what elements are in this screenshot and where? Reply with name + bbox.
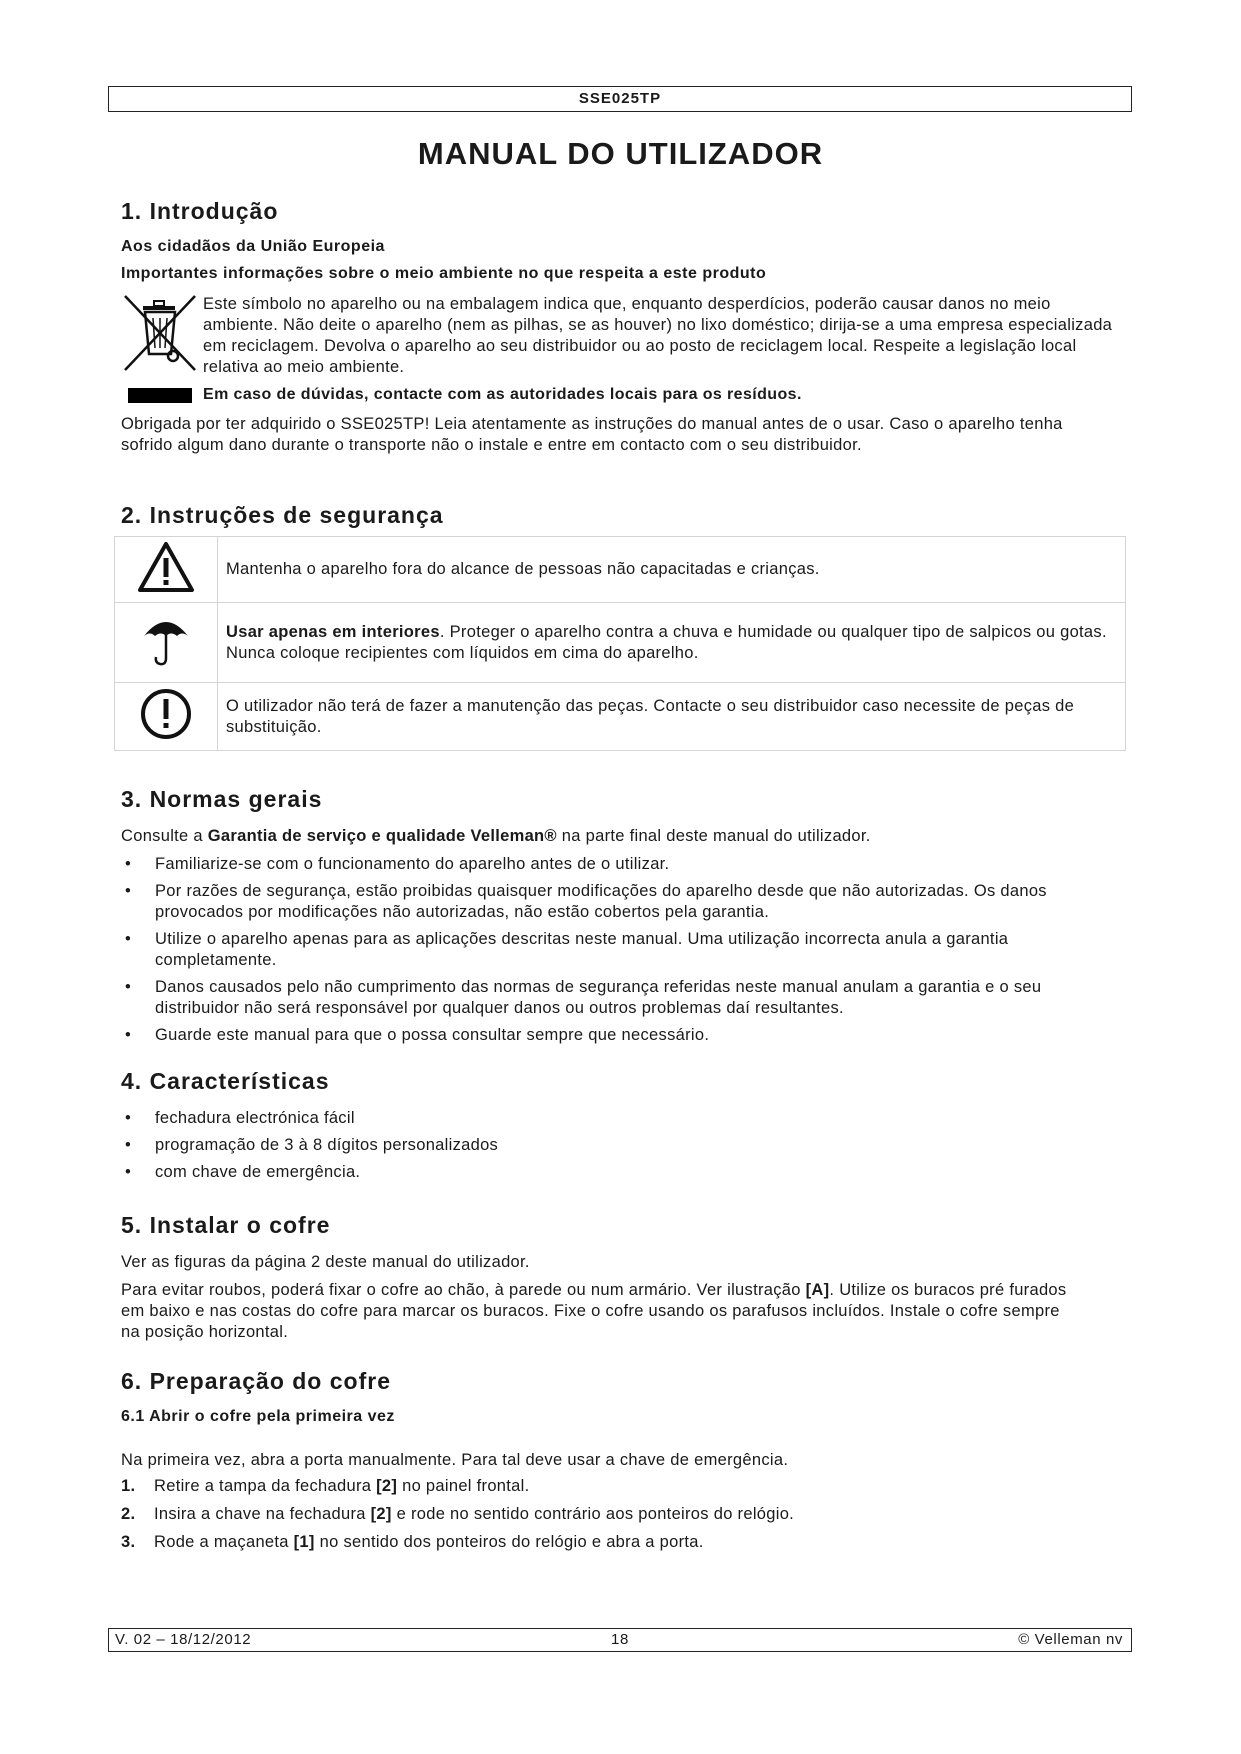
thanks-paragraph: Obrigada por ter adquirido o SSE025TP! Leia atentamente as instruções do manual antes de o usar. Caso o aparelho tenha sofrido algum dano durante o transporte não o instale e entre em contacto com o seu distribuidor. — [121, 415, 1063, 454]
safety-text-cell — [218, 603, 1126, 683]
section-5-heading: 5. Instalar o cofre — [121, 1212, 331, 1238]
section-3-heading: 3. Normas gerais — [121, 786, 323, 812]
step-text: Insira a chave na fechadura — [154, 1505, 371, 1523]
features-list — [121, 1108, 1121, 1189]
page-header — [108, 86, 1132, 112]
first-open-intro: Na primeira vez, abra a porta manualmente. Para tal deve usar a chave de emergência. — [121, 1451, 789, 1469]
safety-text: . Proteger o aparelho contra a chuva e humidade ou qualquer tipo de salpicos ou gotas. Nunca coloque recipientes com líquidos em cima do aparelho. — [226, 622, 1107, 662]
step-text: e rode no sentido contrário aos ponteiros do relógio. — [391, 1505, 795, 1523]
warning-triangle-icon — [137, 541, 195, 593]
step-text: Rode a maçaneta — [154, 1533, 294, 1551]
crossed-bin-icon — [121, 292, 199, 374]
section-1-heading: 1. Introdução — [121, 198, 279, 224]
illustration-ref: [A] — [805, 1281, 830, 1299]
safety-table — [114, 536, 1126, 751]
step-ref: [2] — [376, 1477, 398, 1495]
safety-text: O utilizador não terá de fazer a manutenção das peças. Contacte o seu distribuidor caso necessite de peças de substituição. — [226, 696, 1075, 736]
step-text: no painel frontal. — [397, 1477, 530, 1495]
list-item: • programação de 3 à 8 dígitos personalizados — [121, 1135, 1121, 1156]
safety-text-cell — [218, 683, 1126, 751]
section-2-heading: 2. Instruções de segurança — [121, 502, 444, 528]
numbered-step — [121, 1477, 530, 1496]
safety-icon-cell — [115, 683, 218, 751]
safety-icon-cell — [115, 603, 218, 683]
warranty-post: na parte final deste manual do utilizador. — [556, 827, 871, 845]
version-date: V. 02 – 18/12/2012 — [115, 1631, 252, 1648]
installation-pre: Para evitar roubos, poderá fixar o cofre ao chão, à parede ou num armário. Ver ilustração — [121, 1281, 806, 1299]
numbered-step — [121, 1533, 704, 1552]
list-item: • Utilize o aparelho apenas para as aplicações descritas neste manual. Uma utilização incorrecta anula a garantia completamente. — [121, 929, 1121, 971]
safety-icon-cell — [115, 537, 218, 603]
step-ref: [2] — [370, 1505, 392, 1523]
step-text: Retire a tampa da fechadura — [154, 1477, 377, 1495]
subsection-6-1-heading: 6.1 Abrir o cofre pela primeira vez — [121, 1408, 395, 1425]
warranty-reference — [121, 826, 1081, 847]
list-item: • fechadura electrónica fácil — [121, 1108, 1121, 1129]
environment-heading: Importantes informações sobre o meio ambiente no que respeita a este produto — [121, 265, 767, 282]
step-number: 2. — [121, 1505, 136, 1523]
safety-row — [115, 683, 1126, 751]
step-number: 1. — [121, 1477, 136, 1495]
section-4-heading: 4. Características — [121, 1068, 330, 1094]
exclamation-circle-icon — [139, 687, 193, 741]
page-number: 18 — [611, 1631, 629, 1648]
eu-heading: Aos cidadãos da União Europeia — [121, 238, 385, 255]
weee-description: Este símbolo no aparelho ou na embalagem indica que, enquanto desperdícios, poderão causar danos no meio ambiente. Não deite o aparelho (nem as pilhas, se as houver) no lixo doméstico; dirija-se a uma empresa especializada em reciclagem. Devolva o aparelho ao seu distribuidor ou ao posto de reciclagem local. Respeite a legislação local relativa ao meio ambiente. — [203, 295, 1113, 376]
model-number: SSE025TP — [578, 90, 662, 107]
safety-text-cell — [218, 537, 1126, 603]
section-6-heading: 6. Preparação do cofre — [121, 1368, 391, 1394]
safety-row — [115, 603, 1126, 683]
umbrella-icon — [140, 612, 192, 668]
safety-row — [115, 537, 1126, 603]
safety-bold-text: Usar apenas em interiores — [226, 622, 440, 641]
general-rules-list — [121, 854, 1121, 1052]
figures-reference: Ver as figuras da página 2 deste manual do utilizador. — [121, 1253, 530, 1271]
safety-text: Mantenha o aparelho fora do alcance de pessoas não capacitadas e crianças. — [226, 560, 820, 578]
warranty-pre: Consulte a — [121, 827, 208, 845]
list-item: • Por razões de segurança, estão proibidas quaisquer modificações do aparelho desde que não autorizadas. Os danos provocados por modificações não autorizadas, não estão cobertos pela garantia. — [121, 881, 1121, 923]
black-bar-symbol — [128, 388, 192, 403]
copyright: © Velleman nv — [1018, 1631, 1123, 1648]
step-number: 3. — [121, 1533, 136, 1551]
page-title: MANUAL DO UTILIZADOR — [417, 136, 824, 171]
step-text: no sentido dos ponteiros do relógio e abra a porta. — [314, 1533, 704, 1551]
list-item: • com chave de emergência. — [121, 1162, 1121, 1183]
step-ref: [1] — [293, 1533, 315, 1551]
list-item: • Guarde este manual para que o possa consultar sempre que necessário. — [121, 1025, 1121, 1046]
doubt-notice: Em caso de dúvidas, contacte com as autoridades locais para os resíduos. — [203, 386, 802, 403]
numbered-step — [121, 1505, 794, 1524]
list-item: • Danos causados pelo não cumprimento das normas de segurança referidas neste manual anulam a garantia e o seu distribuidor não será responsável por qualquer danos ou outros problemas daí resultantes. — [121, 977, 1121, 1019]
warranty-bold: Garantia de serviço e qualidade Velleman® — [207, 827, 557, 845]
page-footer — [108, 1628, 1132, 1652]
installation-paragraph — [121, 1280, 1081, 1343]
list-item: • Familiarize-se com o funcionamento do aparelho antes de o utilizar. — [121, 854, 1121, 875]
installation-post: . Utilize os buracos pré furados em baixo e nas costas do cofre para marcar os buracos. Fixe o cofre usando os parafusos incluídos. Instale o cofre sempre na posição horizontal. — [121, 1281, 1067, 1341]
